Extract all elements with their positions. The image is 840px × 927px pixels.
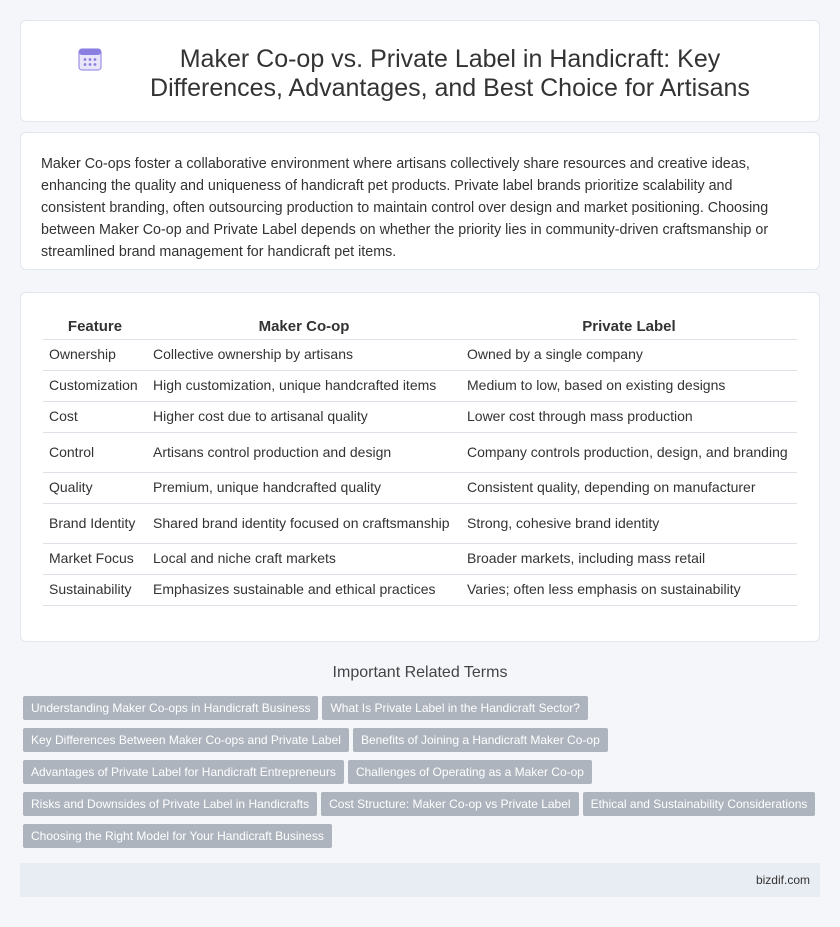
table-cell: Customization bbox=[43, 370, 147, 401]
related-term-tag[interactable]: Choosing the Right Model for Your Handicraft Business bbox=[23, 824, 332, 848]
table-row bbox=[43, 574, 797, 605]
table-cell: Owned by a single company bbox=[461, 339, 797, 370]
table-cell: Brand Identity bbox=[43, 503, 147, 543]
table-cell: Collective ownership by artisans bbox=[147, 339, 461, 370]
table-cell: Ownership bbox=[43, 339, 147, 370]
related-term-tag[interactable]: Risks and Downsides of Private Label in Handicrafts bbox=[23, 792, 317, 816]
table-cell: Strong, cohesive brand identity bbox=[461, 503, 797, 543]
related-term-tag[interactable]: Understanding Maker Co-ops in Handicraft Business bbox=[23, 696, 318, 720]
table-cell: Varies; often less emphasis on sustainability bbox=[461, 574, 797, 605]
table-row bbox=[43, 503, 797, 543]
related-term-tag[interactable]: Ethical and Sustainability Considerations bbox=[583, 792, 816, 816]
table-cell: Local and niche craft markets bbox=[147, 543, 461, 574]
table-cell: Premium, unique handcrafted quality bbox=[147, 472, 461, 503]
table-cell: Medium to low, based on existing designs bbox=[461, 370, 797, 401]
related-term-tag[interactable]: Benefits of Joining a Handicraft Maker Co-op bbox=[353, 728, 608, 752]
table-header-row bbox=[43, 315, 797, 339]
footer bbox=[20, 863, 820, 897]
table-cell: Emphasizes sustainable and ethical practices bbox=[147, 574, 461, 605]
related-terms-heading: Important Related Terms bbox=[332, 664, 508, 681]
table-row bbox=[43, 370, 797, 401]
table-cell: Consistent quality, depending on manufacturer bbox=[461, 472, 797, 503]
related-term-tag[interactable]: Cost Structure: Maker Co-op vs Private Label bbox=[321, 792, 578, 816]
table-cell: High customization, unique handcrafted items bbox=[147, 370, 461, 401]
related-terms-list bbox=[23, 696, 823, 856]
table-cell: Company controls production, design, and branding bbox=[461, 432, 797, 472]
summary-card bbox=[20, 132, 820, 270]
table-row bbox=[43, 339, 797, 370]
related-term-tag[interactable]: Challenges of Operating as a Maker Co-op bbox=[348, 760, 592, 784]
table-cell: Shared brand identity focused on craftsmanship bbox=[147, 503, 461, 543]
table-row bbox=[43, 543, 797, 574]
comparison-table bbox=[43, 315, 797, 606]
summary-text: Maker Co-ops foster a collaborative environment where artisans collectively share resources and creative ideas, enhancing the quality and uniqueness of handicraft pet products. Private label brands prioritize scalability and consistent branding, often outsourcing production to maintain control over design and market positioning. Choosing between Maker Co-op and Private Label depends on whether the priority lies in community-driven craftsmanship or streamlined brand management for handicraft pet items. bbox=[41, 156, 769, 260]
table-cell: Quality bbox=[43, 472, 147, 503]
table-cell: Lower cost through mass production bbox=[461, 401, 797, 432]
header-maker-coop: Maker Co-op bbox=[147, 315, 461, 339]
title-card bbox=[20, 20, 820, 122]
header-feature: Feature bbox=[43, 315, 147, 339]
table-cell: Control bbox=[43, 432, 147, 472]
table-cell: Higher cost due to artisanal quality bbox=[147, 401, 461, 432]
footer-site-link[interactable]: bizdif.com bbox=[755, 873, 810, 887]
comparison-table-card bbox=[20, 292, 820, 642]
table-cell: Market Focus bbox=[43, 543, 147, 574]
table-row bbox=[43, 432, 797, 472]
page-title: Maker Co-op vs. Private Label in Handicraft: Key Differences, Advantages, and Best Choice for Artisans bbox=[150, 45, 750, 102]
related-term-tag[interactable]: Key Differences Between Maker Co-ops and Private Label bbox=[23, 728, 349, 752]
related-term-tag[interactable]: What Is Private Label in the Handicraft Sector? bbox=[322, 696, 587, 720]
table-row bbox=[43, 401, 797, 432]
table-row bbox=[43, 472, 797, 503]
table-cell: Broader markets, including mass retail bbox=[461, 543, 797, 574]
related-term-tag[interactable]: Advantages of Private Label for Handicraft Entrepreneurs bbox=[23, 760, 344, 784]
header-private-label: Private Label bbox=[461, 315, 797, 339]
table-cell: Cost bbox=[43, 401, 147, 432]
table-cell: Sustainability bbox=[43, 574, 147, 605]
table-cell: Artisans control production and design bbox=[147, 432, 461, 472]
